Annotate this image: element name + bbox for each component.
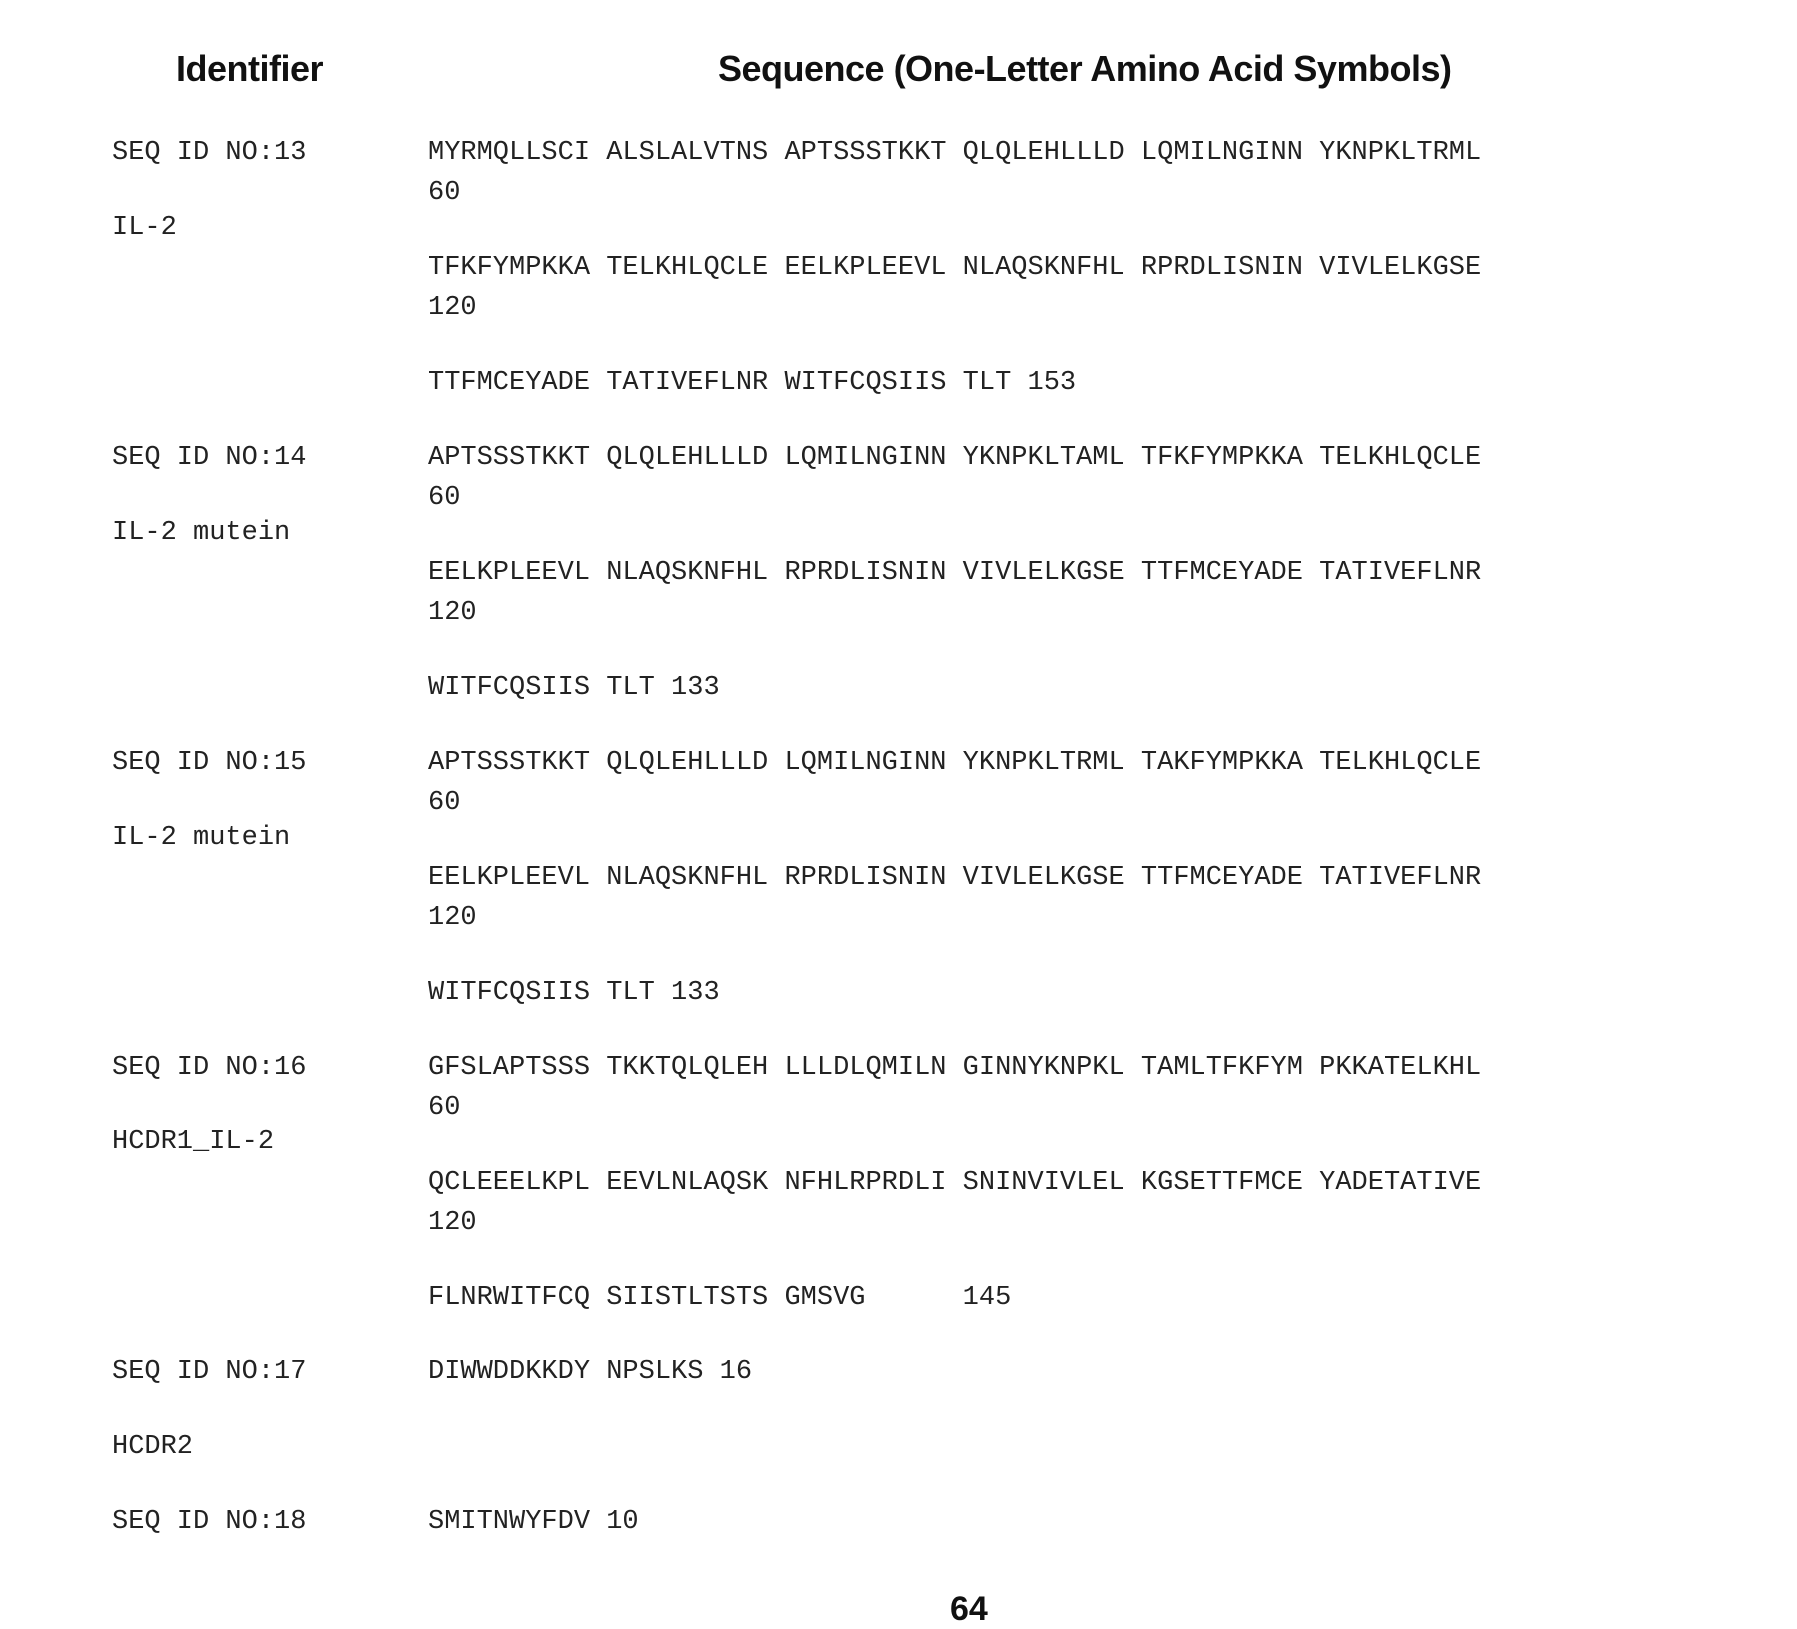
sequence-line: MYRMQLLSCI ALSLALVTNS APTSSSTKKT QLQLEHLLLD LQMILNGINN YKNPKLTRML [428,138,1482,168]
seq-id-14: SEQ ID NO:14 [112,443,307,473]
sequence-line: TTFMCEYADE TATIVEFLNR WITFCQSIIS TLT 153 [428,368,1077,398]
sequence-position: 120 [428,903,477,933]
seq-id-15: SEQ ID NO:15 [112,748,307,778]
seq-id-18: SEQ ID NO:18 [112,1507,307,1537]
sequence-line: EELKPLEEVL NLAQSKNFHL RPRDLISNIN VIVLELKGSE TTFMCEYADE TATIVEFLNR [428,863,1482,893]
seq-label-13: IL-2 [112,213,177,243]
sequence-line: TFKFYMPKKA TELKHLQCLE EELKPLEEVL NLAQSKNFHL RPRDLISNIN VIVLELKGSE [428,253,1482,283]
identifier-column-header: Identifier [176,48,324,89]
sequence-line: GFSLAPTSSS TKKTQLQLEH LLLDLQMILN GINNYKNPKL TAMLTFKFYM PKKATELKHL [428,1053,1482,1083]
sequence-line: SMITNWYFDV 10 [428,1507,639,1537]
seq-id-17: SEQ ID NO:17 [112,1357,307,1387]
sequence-position: 60 [428,1093,461,1123]
sequence-line: APTSSSTKKT QLQLEHLLLD LQMILNGINN YKNPKLTAML TFKFYMPKKA TELKHLQCLE [428,443,1482,473]
sequence-position: 60 [428,178,461,208]
seq-label-14: IL-2 mutein [112,518,291,548]
sequence-line: FLNRWITFCQ SIISTLTSTS GMSVG 145 [428,1283,1012,1313]
sequence-position: 60 [428,788,461,818]
sequence-position: 120 [428,293,477,323]
sequence-line: APTSSSTKKT QLQLEHLLLD LQMILNGINN YKNPKLTRML TAKFYMPKKA TELKHLQCLE [428,748,1482,778]
sequence-position: 120 [428,598,477,628]
seq-id-13: SEQ ID NO:13 [112,138,307,168]
sequence-column-header: Sequence (One-Letter Amino Acid Symbols) [718,48,1452,89]
sequence-line: DIWWDDKKDY NPSLKS 16 [428,1357,753,1387]
sequence-line: QCLEEELKPL EEVLNLAQSK NFHLRPRDLI SNINVIVLEL KGSETTFMCE YADETATIVE [428,1168,1482,1198]
sequence-position: 60 [428,483,461,513]
sequence-line: EELKPLEEVL NLAQSKNFHL RPRDLISNIN VIVLELKGSE TTFMCEYADE TATIVEFLNR [428,558,1482,588]
seq-label-15: IL-2 mutein [112,823,291,853]
sequence-line: WITFCQSIIS TLT 133 [428,673,720,703]
seq-label-17: HCDR2 [112,1432,194,1462]
page-number: 64 [950,1590,988,1628]
sequence-line: WITFCQSIIS TLT 133 [428,978,720,1008]
sequence-position: 120 [428,1208,477,1238]
seq-label-16: HCDR1_IL-2 [112,1127,275,1157]
seq-id-16: SEQ ID NO:16 [112,1053,307,1083]
